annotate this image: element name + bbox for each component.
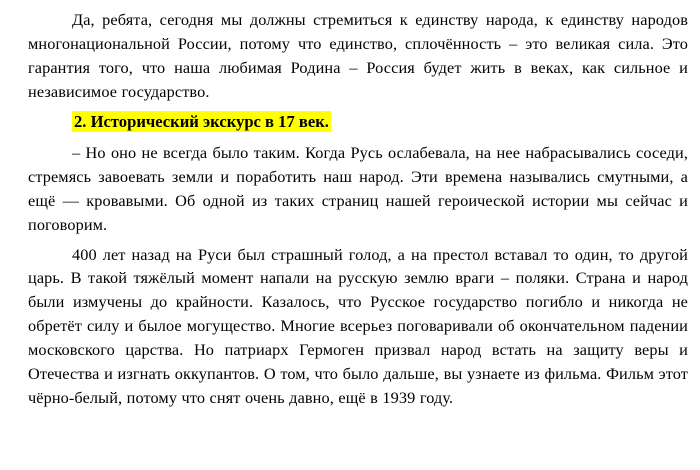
heading-historical-excursion: 2. Исторический экскурс в 17 век. <box>74 111 329 131</box>
paragraph-troubled-times: – Но оно не всегда было таким. Когда Русь ослабевала, на нее набрасывались соседи, стремясь завоевать земли и поработить наш народ. Эти времена назывались смутными, а ещё — кровавыми. Об одной из таких страниц нашей героической истории мы сейчас и поговорим. <box>28 142 688 234</box>
heading-block <box>28 110 688 135</box>
paragraph-400-years-ago: 400 лет назад на Руси был страшный голод, а на престол вставал то один, то другой царь. В такой тяжёлый момент напали на русскую землю враги – поляки. Страна и народ были измучены до крайности. Казалось, что Русское государство погибло и никогда не обретёт силу и былое могущество. Многие всерьез поговаривали об окончательном падении московского царства. Но патриарх Гермоген призвал народ встать на защиту веры и Отечества и изгнать оккупантов. О том, что было дальше, вы узнаете из фильма. Фильм этот чёрно-белый, потому что снят очень давно, ещё в 1939 году. <box>28 244 688 408</box>
paragraph-unity: Да, ребята, сегодня мы должны стремиться к единству народа, к единству народов многонациональной России, потому что единство, сплочённость – это великая сила. Это гарантия того, что наша любимая Родина – Россия будет жить в веках, как сильное и независимое государство. <box>28 10 688 101</box>
